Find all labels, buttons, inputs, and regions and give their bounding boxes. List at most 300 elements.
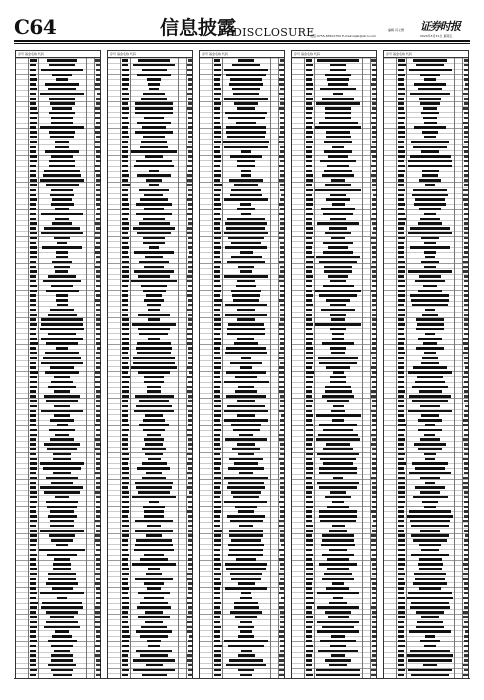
table-cell: [188, 189, 193, 192]
table-cell: [398, 558, 405, 561]
table-cell: [214, 285, 221, 288]
table-cell: [325, 74, 351, 77]
table-cell: [224, 419, 268, 422]
table-cell: [225, 304, 268, 307]
table-cell: [420, 218, 441, 221]
table-cell: [464, 208, 469, 211]
table-cell: [54, 414, 70, 417]
table-cell: [122, 141, 128, 144]
table-cell: [398, 654, 405, 657]
table-cell: [30, 410, 37, 413]
table-cell: [464, 554, 469, 557]
table-cell: [306, 371, 314, 374]
table-cell: [306, 506, 314, 509]
table-cell: [122, 496, 129, 499]
table-cell: [306, 136, 312, 139]
table-cell: [214, 520, 220, 523]
table-cell: [142, 462, 167, 465]
table-cell: [141, 98, 167, 101]
table-cell: [317, 592, 359, 595]
table-cell: [30, 462, 38, 465]
table-cell: [122, 362, 129, 365]
table-cell: [96, 578, 101, 581]
table-cell: [214, 582, 222, 585]
table-cell: [371, 146, 376, 149]
table-cell: [122, 174, 130, 177]
table-cell: [306, 563, 313, 566]
table-cell: [122, 669, 129, 672]
table-cell: [280, 208, 285, 211]
table-cell: [281, 597, 286, 600]
table-cell: [414, 126, 447, 129]
table-cell: [139, 189, 169, 192]
table-cell: [96, 462, 101, 465]
table-cell: [280, 112, 285, 115]
table-cell: [30, 549, 37, 552]
table-cell: [187, 309, 192, 312]
table-cell: [425, 256, 436, 259]
table-cell: [30, 155, 38, 158]
table-cell: [96, 602, 101, 605]
table-cell: [122, 318, 129, 321]
table-cell: [188, 539, 193, 542]
table-cell: [96, 338, 101, 341]
table-cell: [96, 362, 101, 365]
table-cell: [333, 477, 343, 480]
table-cell: [371, 122, 376, 125]
table-cell: [214, 587, 220, 590]
table-cell: [321, 544, 355, 547]
table-cell: [225, 222, 267, 225]
table-cell: [279, 458, 284, 461]
table-cell: [30, 371, 38, 374]
table-cell: [188, 170, 193, 173]
table-cell: [414, 203, 446, 206]
table-cell: [280, 419, 285, 422]
table-cell: [330, 314, 345, 317]
table-cell: [464, 328, 469, 331]
table-cell: [188, 98, 193, 101]
table-cell: [30, 237, 38, 240]
table-cell: [325, 611, 351, 614]
table-cell: [280, 429, 285, 432]
table-cell: [131, 150, 176, 153]
table-cell: [214, 650, 221, 653]
table-cell: [372, 184, 377, 187]
table-cell: [241, 170, 251, 173]
table-cell: [214, 83, 221, 86]
table-cell: [464, 602, 469, 605]
table-cell: [319, 486, 358, 489]
table-cell: [324, 170, 352, 173]
table-cell: [30, 59, 37, 62]
table-cell: [398, 520, 405, 523]
table-cell: [237, 165, 255, 168]
table-cell: [48, 515, 77, 518]
table-cell: [323, 251, 354, 254]
table-cell: [464, 213, 469, 216]
table-cell: [425, 424, 435, 427]
table-cell: [187, 74, 192, 77]
table-cell: [306, 194, 313, 197]
table-cell: [419, 558, 442, 561]
table-cell: [30, 587, 36, 590]
table-cell: [279, 669, 284, 672]
table-cell: [464, 285, 469, 288]
table-cell: [214, 563, 221, 566]
table-cell: [189, 635, 194, 638]
table-cell: [96, 597, 101, 600]
table-cell: [372, 525, 377, 528]
table-cell: [136, 486, 172, 489]
table-cell: [30, 395, 37, 398]
table-cell: [332, 582, 345, 585]
table-cell: [232, 448, 260, 451]
table-cell: [132, 496, 176, 499]
table-cell: [372, 299, 377, 302]
table-cell: [463, 270, 468, 273]
table-cell: [136, 405, 172, 408]
table-cell: [122, 664, 129, 667]
table-cell: [46, 621, 77, 624]
table-cell: [372, 462, 377, 465]
table-cell: [214, 131, 222, 134]
table-cell: [214, 568, 220, 571]
table-cell: [398, 568, 405, 571]
table-cell: [398, 405, 405, 408]
table-cell: [188, 352, 193, 355]
table-cell: [398, 131, 406, 134]
table-cell: [398, 362, 404, 365]
table-cell: [279, 93, 284, 96]
table-cell: [279, 434, 284, 437]
table-cell: [30, 438, 36, 441]
table-cell: [413, 146, 448, 149]
column-divider: [222, 58, 223, 678]
table-cell: [415, 486, 445, 489]
table-cell: [30, 621, 38, 624]
table-cell: [424, 213, 437, 216]
table-cell: [420, 438, 440, 441]
table-cell: [463, 93, 468, 96]
table-cell: [214, 222, 221, 225]
table-cell: [122, 213, 129, 216]
table-cell: [226, 74, 266, 77]
table-cell: [464, 227, 469, 230]
table-cell: [148, 458, 161, 461]
table-cell: [45, 371, 79, 374]
table-cell: [188, 568, 193, 571]
table-cell: [96, 352, 101, 355]
table-cell: [30, 136, 37, 139]
table-cell: [398, 434, 404, 437]
table-cell: [122, 93, 129, 96]
table-cell: [371, 83, 376, 86]
table-cell: [372, 304, 377, 307]
table-cell: [306, 107, 313, 110]
table-cell: [187, 146, 192, 149]
table-cell: [30, 198, 38, 201]
table-cell: [96, 194, 101, 197]
table-cell: [464, 496, 469, 499]
table-cell: [306, 496, 312, 499]
table-cell: [214, 462, 221, 465]
table-cell: [30, 294, 37, 297]
table-cell: [188, 218, 193, 221]
table-cell: [463, 266, 468, 269]
table-cell: [323, 285, 354, 288]
table-cell: [371, 150, 376, 153]
table-cell: [188, 136, 193, 139]
table-cell: [40, 486, 83, 489]
table-cell: [96, 477, 101, 480]
table-cell: [188, 117, 193, 120]
table-cell: [333, 405, 344, 408]
table-cell: [306, 462, 314, 465]
table-cell: [398, 381, 405, 384]
table-cell: [144, 117, 165, 120]
table-cell: [122, 198, 128, 201]
table-cell: [42, 246, 82, 249]
table-cell: [398, 74, 406, 77]
table-cell: [306, 611, 313, 614]
table-cell: [214, 491, 222, 494]
table-cell: [316, 414, 361, 417]
table-cell: [398, 544, 405, 547]
table-cell: [214, 376, 220, 379]
table-cell: [214, 93, 222, 96]
table-cell: [187, 654, 192, 657]
table-cell: [188, 347, 193, 350]
table-cell: [306, 582, 312, 585]
table-cell: [96, 486, 101, 489]
table-cell: [187, 93, 192, 96]
table-cell: [95, 616, 100, 619]
table-cell: [371, 477, 376, 480]
table-cell: [214, 213, 220, 216]
table-cell: [412, 462, 448, 465]
table-cell: [280, 189, 285, 192]
table-cell: [188, 650, 193, 653]
table-cell: [140, 654, 169, 657]
table-cell: [241, 150, 251, 153]
table-cell: [30, 669, 37, 672]
table-cell: [420, 491, 441, 494]
table-cell: [240, 674, 252, 677]
table-cell: [421, 414, 438, 417]
table-cell: [143, 136, 165, 139]
table-cell: [30, 342, 38, 345]
table-cell: [30, 534, 38, 537]
table-cell: [372, 491, 377, 494]
table-cell: [398, 659, 404, 662]
table-cell: [144, 515, 165, 518]
table-cell: [54, 390, 71, 393]
table-cell: [306, 170, 312, 173]
table-cell: [188, 155, 193, 158]
table-cell: [372, 438, 377, 441]
table-cell: [398, 246, 404, 249]
table-cell: [398, 674, 404, 677]
table-cell: [321, 208, 355, 211]
table-cell: [463, 438, 468, 441]
table-cell: [214, 309, 220, 312]
table-cell: [95, 554, 100, 557]
table-cell: [372, 136, 377, 139]
table-cell: [463, 573, 468, 576]
table-cell: [187, 376, 192, 379]
table-cell: [306, 309, 312, 312]
table-cell: [30, 64, 37, 67]
newspaper-logo: 证券时报: [420, 20, 460, 33]
table-cell: [398, 501, 405, 504]
table-cell: [237, 107, 255, 110]
table-cell: [30, 558, 37, 561]
table-cell: [322, 395, 355, 398]
table-cell: [398, 160, 405, 163]
table-cell: [329, 530, 347, 533]
table-cell: [398, 650, 404, 653]
table-cell: [143, 506, 165, 509]
table-cell: [306, 333, 313, 336]
table-cell: [53, 472, 71, 475]
table-cell: [30, 544, 37, 547]
table-cell: [323, 448, 354, 451]
table-cell: [372, 203, 377, 206]
table-cell: [279, 69, 284, 72]
table-cell: [188, 299, 193, 302]
table-cell: [319, 510, 357, 513]
table-cell: [187, 386, 192, 389]
table-cell: [50, 510, 74, 513]
table-cell: [398, 606, 406, 609]
table-cell: [187, 626, 192, 629]
table-column-4: [291, 50, 377, 679]
table-cell: [306, 486, 313, 489]
table-cell: [214, 381, 221, 384]
table-cell: [416, 626, 445, 629]
table-cell: [280, 539, 285, 542]
table-cell: [226, 347, 266, 350]
table-cell: [321, 309, 354, 312]
table-cell: [30, 563, 37, 566]
table-cell: [30, 256, 37, 259]
table-cell: [328, 616, 349, 619]
table-cell: [419, 98, 440, 101]
table-cell: [463, 261, 468, 264]
table-cell: [54, 237, 70, 240]
table-cell: [226, 131, 267, 134]
table-cell: [122, 462, 128, 465]
table-cell: [371, 669, 376, 672]
table-cell: [214, 395, 220, 398]
table-cell: [330, 218, 346, 221]
table-cell: [306, 410, 313, 413]
table-cell: [96, 318, 101, 321]
table-cell: [229, 458, 263, 461]
table-cell: [398, 486, 406, 489]
table-cell: [333, 597, 344, 600]
table-cell: [372, 69, 377, 72]
table-cell: [96, 323, 101, 326]
table-cell: [306, 304, 313, 307]
table-cell: [96, 69, 101, 72]
table-cell: [464, 357, 469, 360]
table-cell: [423, 664, 437, 667]
table-cell: [237, 280, 254, 283]
table-cell: [122, 674, 128, 677]
table-cell: [306, 342, 312, 345]
table-cell: [214, 314, 221, 317]
table-cell: [136, 347, 172, 350]
table-cell: [132, 323, 176, 326]
table-cell: [422, 314, 437, 317]
table-cell: [122, 352, 129, 355]
table-cell: [122, 424, 130, 427]
table-cell: [144, 582, 165, 585]
table-cell: [372, 107, 377, 110]
table-cell: [122, 453, 130, 456]
table-cell: [372, 232, 377, 235]
table-cell: [30, 189, 36, 192]
table-cell: [122, 606, 129, 609]
table-cell: [424, 645, 436, 648]
table-cell: [306, 448, 313, 451]
table-cell: [412, 304, 447, 307]
table-cell: [279, 323, 284, 326]
table-cell: [317, 621, 359, 624]
table-cell: [237, 160, 256, 163]
table-cell: [122, 294, 129, 297]
table-cell: [44, 626, 80, 629]
table-cell: [54, 650, 69, 653]
table-cell: [136, 160, 172, 163]
table-cell: [280, 496, 285, 499]
table-cell: [279, 232, 284, 235]
table-cell: [464, 237, 469, 240]
table-cell: [411, 299, 449, 302]
table-cell: [241, 213, 252, 216]
table-cell: [97, 347, 102, 350]
table-cell: [214, 544, 222, 547]
table-cell: [306, 482, 312, 485]
table-cell: [371, 218, 376, 221]
table-cell: [398, 150, 405, 153]
table-cell: [30, 501, 38, 504]
table-cell: [316, 438, 361, 441]
table-cell: [214, 448, 221, 451]
table-cell: [30, 74, 37, 77]
table-cell: [325, 117, 351, 120]
table-cell: [188, 59, 193, 62]
table-cell: [227, 515, 266, 518]
table-cell: [306, 261, 313, 264]
table-cell: [306, 400, 314, 403]
table-cell: [398, 630, 404, 633]
table-cell: [306, 338, 314, 341]
table-cell: [330, 376, 345, 379]
column-divider: [406, 58, 407, 678]
table-cell: [96, 390, 101, 393]
table-cell: [143, 429, 166, 432]
table-cell: [188, 544, 193, 547]
table-cell: [188, 438, 193, 441]
table-cell: [464, 112, 469, 115]
table-cell: [319, 294, 357, 297]
table-cell: [323, 242, 354, 245]
table-cell: [187, 294, 192, 297]
table-cell: [122, 78, 130, 81]
